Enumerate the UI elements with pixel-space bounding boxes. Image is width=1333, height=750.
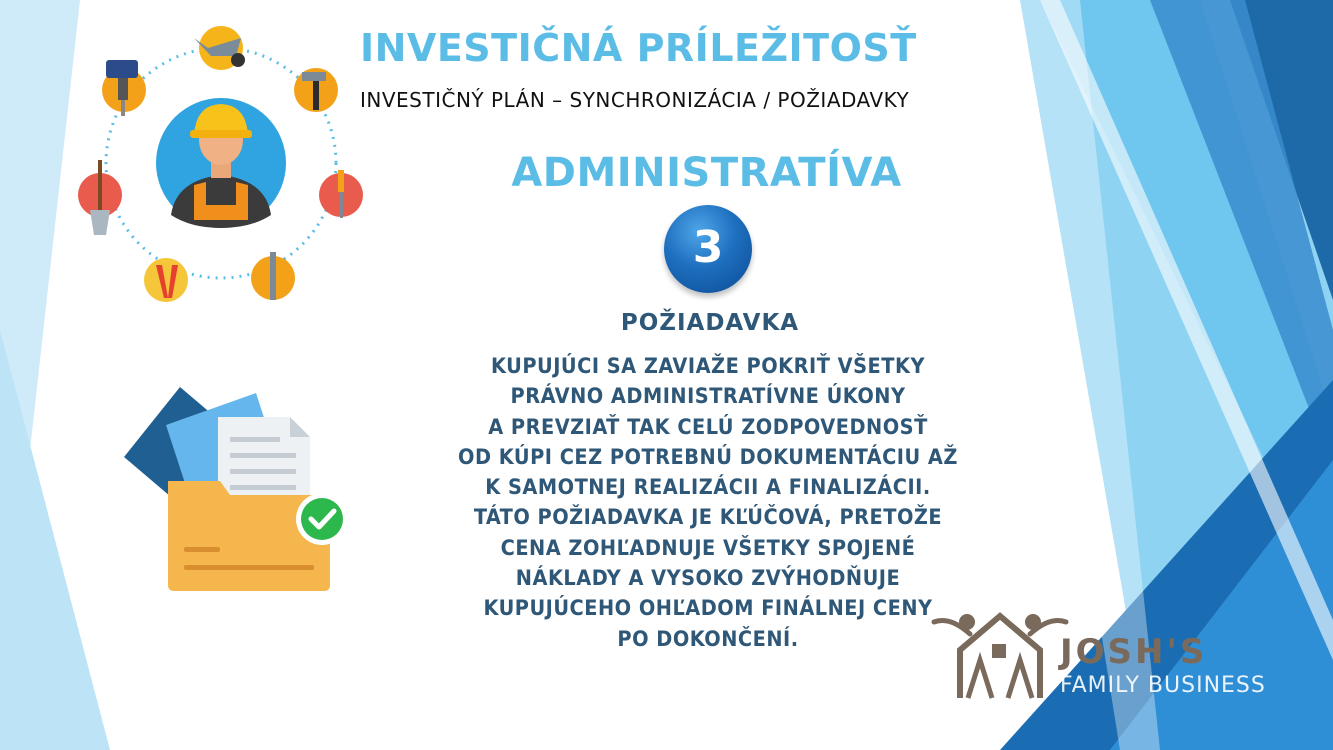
section-heading: ADMINISTRATÍVA	[511, 150, 902, 196]
slide-title: INVESTIČNÁ PRÍLEŽITOSŤ	[360, 26, 917, 70]
body-line: PRÁVNO ADMINISTRATÍVNE ÚKONY	[510, 384, 906, 410]
body-line: KUPUJÚCEHO OHĽADOM FINÁLNEJ CENY	[483, 596, 933, 622]
slide-subtitle: INVESTIČNÝ PLÁN – SYNCHRONIZÁCIA / POŽIADAVKY	[360, 88, 910, 112]
body-line: K SAMOTNEJ REALIZÁCII A FINALIZÁCII.	[485, 475, 931, 501]
body-line: OD KÚPI CEZ POTREBNÚ DOKUMENTÁCIU AŽ	[458, 444, 958, 470]
pliers-icon	[144, 258, 188, 302]
logo-tagline: FAMILY BUSINESS	[1060, 673, 1266, 698]
step-number: 3	[692, 222, 724, 273]
requirement-body	[438, 352, 978, 655]
body-line: PO DOKONČENÍ.	[617, 626, 799, 652]
folder-documents-check-icon	[120, 385, 360, 600]
requirement-heading: POŽIADAVKA	[620, 310, 800, 336]
body-line: NÁKLADY A VYSOKO ZVÝHODŇUJE	[515, 566, 901, 592]
jackhammer-icon	[102, 60, 146, 116]
step-number-badge	[664, 205, 752, 293]
body-line: CENA ZOHĽADNUJE VŠETKY SPOJENÉ	[500, 535, 916, 561]
wheelbarrow-icon	[194, 26, 245, 70]
body-line: TÁTO POŽIADAVKA JE KĽÚČOVÁ, PRETOŽE	[473, 505, 943, 531]
logo-name: JOSH'S	[1060, 632, 1208, 672]
family-house-icon	[930, 608, 1070, 703]
body-line: KUPUJÚCI SA ZAVIAŽE POKRIŤ VŠETKY	[491, 354, 925, 379]
body-line: A PREVZIAŤ TAK CELÚ ZODPOVEDNOSŤ	[488, 414, 928, 440]
hammer-icon	[294, 68, 338, 112]
wrench-icon	[251, 252, 295, 300]
